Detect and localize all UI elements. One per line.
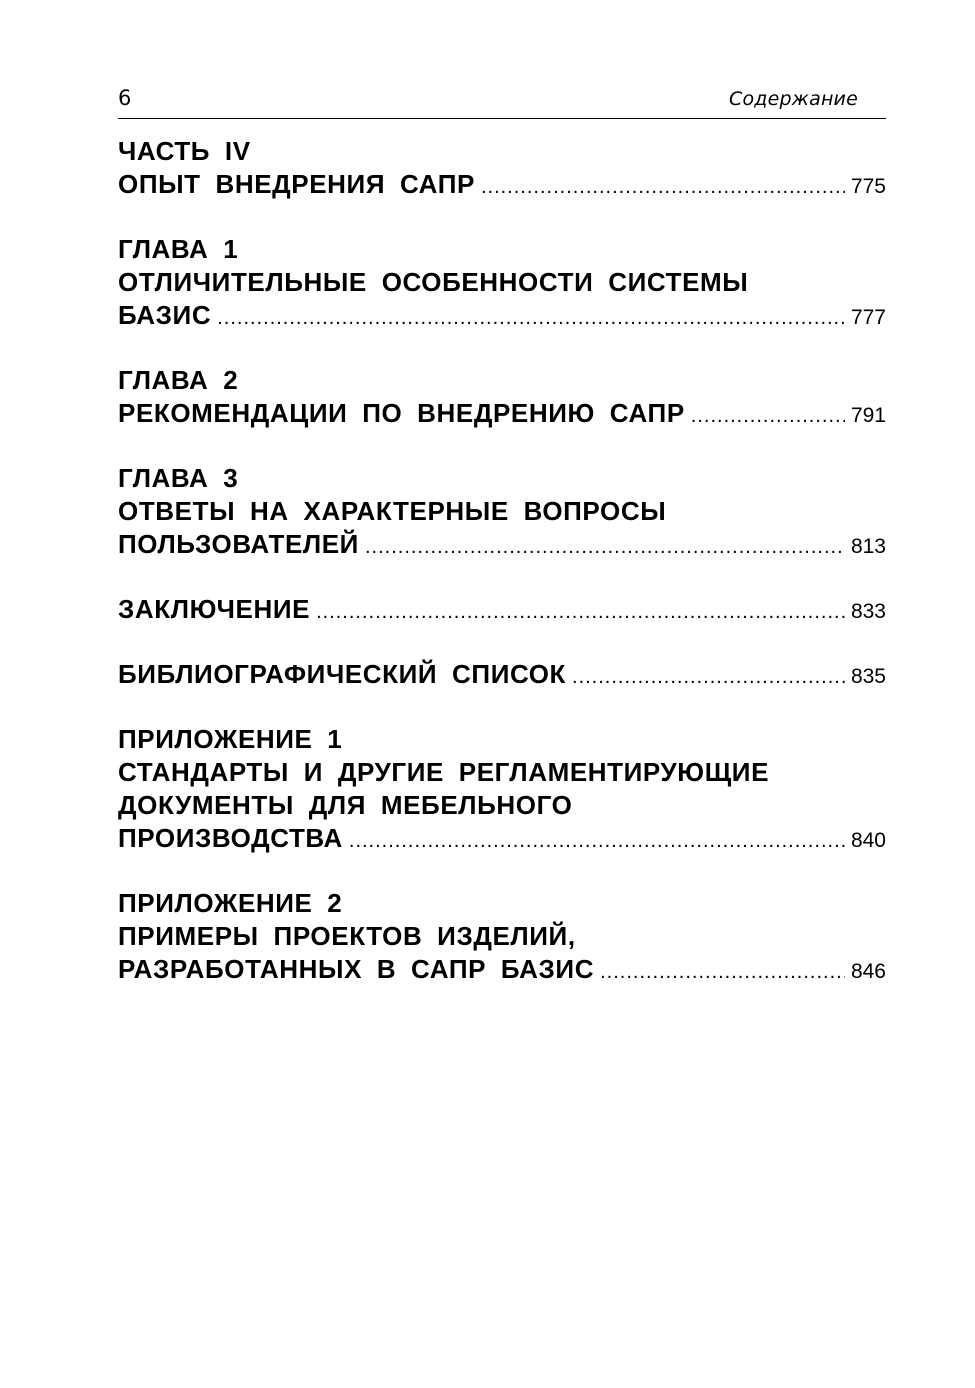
dot-leader	[365, 531, 845, 564]
toc-page-number: 777	[850, 306, 886, 329]
toc-title: ЗАКЛЮЧЕНИЕ	[118, 594, 311, 624]
toc-entry-part-4[interactable]	[118, 135, 886, 201]
toc-entry-chapter-1[interactable]	[118, 233, 886, 332]
toc-title-line: ОТЛИЧИТЕЛЬНЫЕ ОСОБЕННОСТИ СИСТЕМЫ	[118, 267, 749, 297]
toc-page-number: 846	[850, 960, 886, 983]
toc-title: БАЗИС	[118, 300, 212, 330]
toc-title-line: СТАНДАРТЫ И ДРУГИЕ РЕГЛАМЕНТИРУЮЩИЕ	[118, 757, 770, 787]
toc-heading-line: ПРИЛОЖЕНИЕ 2	[118, 888, 343, 918]
toc-title: РЕКОМЕНДАЦИИ ПО ВНЕДРЕНИЮ САПР	[118, 398, 685, 428]
toc-page-number: 833	[850, 600, 886, 623]
toc-heading-line: ГЛАВА 2	[118, 365, 239, 395]
toc-entry-chapter-3[interactable]	[118, 462, 886, 561]
toc-entry-chapter-2[interactable]	[118, 364, 886, 430]
toc-heading-line: ГЛАВА 3	[118, 463, 239, 493]
dot-leader	[600, 956, 845, 989]
toc-heading-line: ЧАСТЬ IV	[118, 136, 251, 166]
toc-title: БИБЛИОГРАФИЧЕСКИЙ СПИСОК	[118, 659, 567, 689]
toc-entry-appendix-1[interactable]	[118, 723, 886, 855]
toc-entry-bibliography[interactable]	[118, 658, 886, 691]
dot-leader	[691, 400, 845, 433]
toc-entry-conclusion[interactable]	[118, 593, 886, 626]
toc-page-number: 791	[850, 404, 886, 427]
dot-leader	[572, 661, 845, 694]
page-number: 6	[118, 86, 132, 110]
toc-title-line: ПРИМЕРЫ ПРОЕКТОВ ИЗДЕЛИЙ,	[118, 921, 576, 951]
toc-entry-appendix-2[interactable]	[118, 887, 886, 986]
table-of-contents	[118, 135, 886, 1018]
dot-leader	[316, 596, 845, 629]
dot-leader	[349, 825, 845, 858]
toc-title-line: ДОКУМЕНТЫ ДЛЯ МЕБЕЛЬНОГО	[118, 790, 573, 820]
toc-page-number: 813	[850, 535, 886, 558]
dot-leader	[217, 302, 845, 335]
toc-page-number: 775	[850, 175, 886, 198]
dot-leader	[481, 171, 845, 204]
toc-title: ПОЛЬЗОВАТЕЛЕЙ	[118, 529, 359, 559]
page-header	[118, 84, 886, 119]
toc-heading-line: ПРИЛОЖЕНИЕ 1	[118, 724, 343, 754]
toc-page-number: 840	[850, 829, 886, 852]
toc-heading-line: ГЛАВА 1	[118, 234, 239, 264]
toc-title: РАЗРАБОТАННЫХ В САПР БАЗИС	[118, 954, 595, 984]
toc-title: ПРОИЗВОДСТВА	[118, 823, 343, 853]
toc-page-number: 835	[850, 665, 886, 688]
toc-title-line: ОТВЕТЫ НА ХАРАКТЕРНЫЕ ВОПРОСЫ	[118, 496, 667, 526]
toc-title: ОПЫТ ВНЕДРЕНИЯ САПР	[118, 169, 475, 199]
running-title: Содержание	[729, 88, 858, 110]
